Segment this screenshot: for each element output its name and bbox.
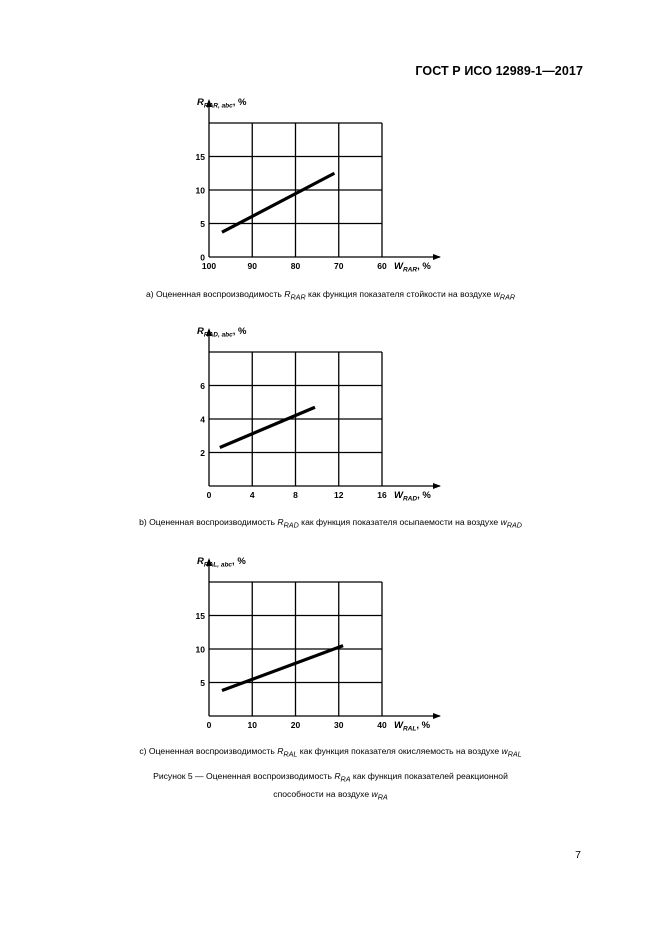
y-axis-label-unit: , % [232, 97, 247, 108]
caption-c-prefix: c) Оцененная воспроизводимость [139, 746, 278, 756]
x-tick-label: 90 [247, 261, 257, 271]
figure-caption-symbol-w: w [371, 788, 378, 799]
caption-a-sub-r: RAR [290, 293, 306, 302]
x-axis-label-subscript: RAD [402, 495, 418, 503]
y-tick-label: 15 [195, 152, 205, 162]
y-tick-label: 10 [195, 644, 205, 655]
figure-caption [0, 769, 661, 804]
y-tick-label: 2 [200, 448, 205, 458]
figure-caption-line2 [0, 787, 661, 805]
caption-c-symbol-w: w [501, 746, 508, 756]
figure-caption-line1 [0, 769, 661, 787]
chart-ral [0, 550, 661, 740]
x-axis-arrow [433, 483, 441, 489]
x-tick-label: 8 [293, 490, 298, 500]
caption-c-sub-w: RAL [507, 750, 522, 759]
y-tick-label: 6 [200, 381, 205, 391]
y-axis-label-unit: , % [232, 326, 247, 337]
y-axis-label [197, 556, 246, 569]
x-axis-label-unit: , % [416, 720, 431, 731]
x-tick-label: 80 [290, 261, 301, 271]
x-axis-arrow [433, 254, 441, 260]
x-tick-label: 0 [206, 490, 212, 500]
x-axis-label-subscript: RAL [402, 725, 417, 733]
y-axis-label [197, 97, 247, 110]
x-axis-label-unit: , % [417, 261, 431, 272]
caption-a [0, 289, 661, 302]
x-axis-label [394, 261, 431, 274]
caption-a-symbol-w: w [493, 289, 500, 299]
x-tick-label: 30 [334, 720, 344, 730]
figure-caption-sub-w: RA [377, 793, 388, 802]
y-tick-label: 5 [200, 219, 205, 229]
x-tick-label: 70 [334, 261, 344, 271]
caption-b-sub-w: RAD [506, 521, 522, 530]
x-tick-label: 10 [247, 720, 257, 730]
y-axis-label-symbol: R [197, 556, 204, 567]
x-axis-label [394, 490, 431, 503]
y-axis-label-unit: , % [232, 556, 246, 567]
figure-caption-sub-r: RA [340, 775, 351, 784]
x-tick-label: 0 [206, 720, 212, 730]
chart-rad [0, 320, 661, 510]
figure-caption-symbol-r: R [334, 771, 341, 781]
page-number: 7 [575, 849, 581, 861]
series-line [220, 407, 315, 447]
figure-caption-suffix: как функция показателей реакционной [350, 771, 508, 781]
caption-a-mid: как функция показателя стойкости на воздухе [305, 289, 494, 299]
y-axis-label-subscript: RAD, abc [203, 331, 233, 339]
y-tick-label: 0 [200, 252, 205, 263]
caption-b-sub-r: RAD [283, 521, 299, 530]
x-axis-label-subscript: RAR [402, 266, 418, 274]
standard-header: ГОСТ Р ИСО 12989-1—2017 [415, 64, 583, 78]
y-tick-label: 10 [195, 185, 205, 196]
x-axis-label-symbol: W [394, 490, 403, 501]
y-axis-label-subscript: RAL, abc [203, 561, 233, 569]
caption-a-prefix: a) Оцененная воспроизводимость [145, 289, 285, 299]
caption-a-symbol-r: R [284, 289, 291, 299]
caption-b-symbol-r: R [277, 517, 284, 527]
caption-b-symbol-w: w [500, 517, 507, 527]
caption-b-mid: как функция показателя осыпаемости на воздухе [298, 517, 501, 527]
chart-rar [0, 85, 661, 280]
x-tick-label: 12 [334, 490, 344, 500]
caption-c-symbol-r: R [277, 746, 284, 756]
series-line [222, 646, 343, 691]
x-tick-label: 40 [377, 720, 387, 730]
caption-b-prefix: b) Оцененная воспроизводимость [139, 517, 278, 527]
y-tick-label: 5 [200, 678, 205, 688]
y-axis-label-symbol: R [197, 97, 204, 108]
x-axis-label [394, 720, 431, 733]
x-tick-label: 20 [290, 720, 301, 730]
figure-caption-line2-prefix: способности на воздухе [273, 788, 372, 799]
x-axis-label-symbol: W [394, 261, 403, 272]
x-axis-label-unit: , % [417, 490, 431, 501]
y-axis-label-symbol: R [197, 326, 204, 337]
y-axis-label [197, 326, 247, 339]
y-tick-label: 15 [195, 611, 205, 621]
caption-b [0, 517, 661, 530]
x-tick-label: 100 [201, 261, 217, 271]
x-tick-label: 60 [377, 261, 387, 271]
x-tick-label: 16 [377, 490, 387, 500]
caption-c-mid: как функция показателя окисляемость на воздухе [297, 746, 502, 756]
x-axis-arrow [433, 713, 441, 719]
figure-caption-prefix: Рисунок 5 — Оцененная воспроизводимость [153, 771, 335, 781]
y-tick-label: 4 [200, 414, 205, 425]
y-axis-label-subscript: RAR, abc [203, 102, 233, 110]
caption-a-sub-w: RAR [499, 293, 516, 302]
x-tick-label: 4 [249, 490, 255, 500]
x-axis-label-symbol: W [394, 720, 403, 731]
caption-c-sub-r: RAL [283, 750, 298, 759]
caption-c [0, 746, 661, 759]
